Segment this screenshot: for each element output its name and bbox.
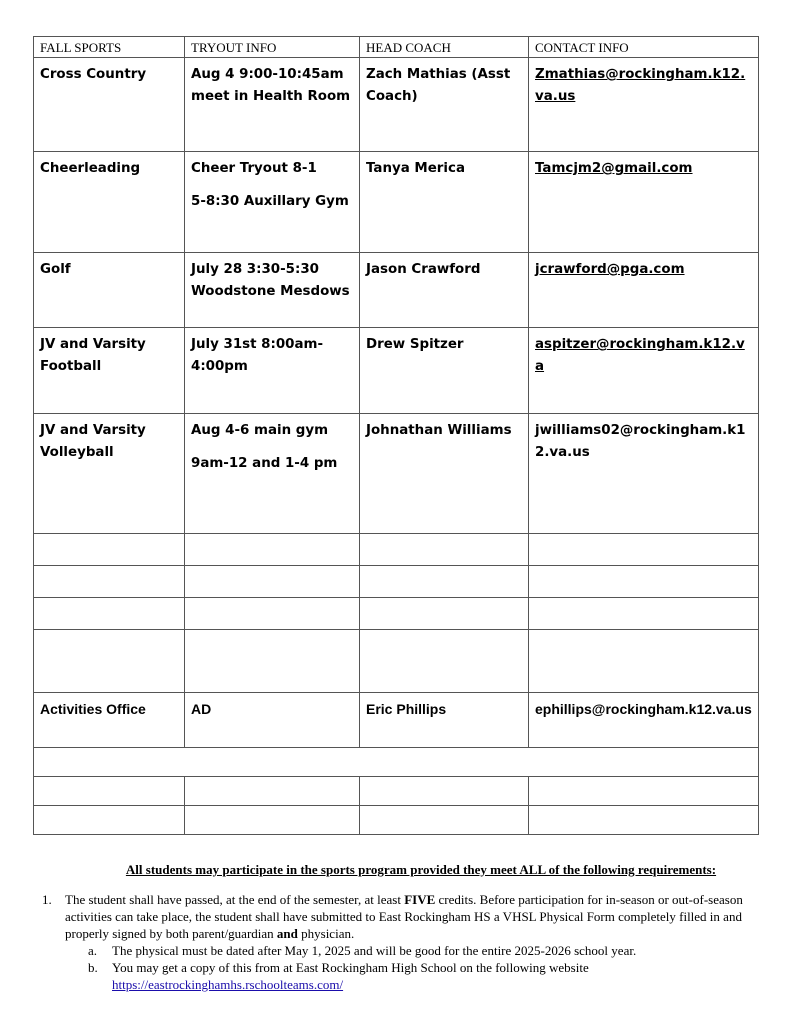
requirements-section — [33, 850, 773, 993]
requirements-heading: All students may participate in the sports program provided they meet ALL of the following requirements: — [125, 862, 717, 877]
coach-cell: Jason Crawford — [360, 253, 529, 328]
contact-email-link[interactable]: aspitzer@rockingham.k12.va — [535, 337, 745, 374]
table-row — [34, 58, 759, 152]
coach-cell: Johnathan Williams — [360, 414, 529, 534]
sport-cell: JV and Varsity Football — [34, 328, 185, 414]
contact-email: ephillips@rockingham.k12.va.us — [535, 701, 752, 717]
requirement-text: credits. Before participation for in-season or out-of-season activities can take place, the student shall have submitted to East Rockingham HS a VHSL Physical Form completely filled in and properly signed by both parent/guardian — [65, 892, 743, 941]
sport-cell: JV and Varsity Volleyball — [34, 414, 185, 534]
requirement-bold: and — [276, 926, 298, 941]
contact-email: jwilliams02@rockingham.k12.va.us — [535, 423, 746, 460]
tryout-line: Cheer Tryout 8-1 — [191, 161, 317, 176]
sub-item-text: The physical must be dated after May 1, 2025 and will be good for the entire 2025-2026 school year. — [112, 943, 637, 958]
sport-cell: Activities Office — [34, 693, 185, 748]
tryout-line: 5-8:30 Auxillary Gym — [191, 193, 349, 209]
empty-row — [34, 806, 759, 835]
sub-item-text: You may get a copy of this from at East Rockingham High School on the following website — [112, 960, 589, 975]
sub-item-letter: b. — [88, 960, 98, 975]
fall-sports-table — [33, 36, 759, 835]
contact-email-link[interactable]: jcrawford@pga.com — [535, 262, 685, 277]
tryout-cell: AD — [185, 693, 360, 748]
contact-cell — [529, 414, 759, 534]
coach-cell: Tanya Merica — [360, 152, 529, 253]
header-head-coach: HEAD COACH — [360, 37, 529, 58]
table-row — [34, 328, 759, 414]
sport-cell: Cross Country — [34, 58, 185, 152]
contact-cell — [529, 253, 759, 328]
header-contact-info: CONTACT INFO — [529, 37, 759, 58]
empty-row — [34, 630, 759, 693]
contact-cell — [529, 152, 759, 253]
empty-row — [34, 777, 759, 806]
tryout-cell — [185, 414, 360, 534]
table-row — [34, 152, 759, 253]
contact-cell — [529, 328, 759, 414]
coach-cell: Eric Phillips — [360, 693, 529, 748]
contact-cell — [529, 58, 759, 152]
sub-item — [33, 959, 773, 993]
contact-cell — [529, 693, 759, 748]
tryout-line: Aug 4-6 main gym — [191, 423, 329, 438]
coach-cell: Drew Spitzer — [360, 328, 529, 414]
empty-row — [34, 566, 759, 598]
coach-cell: Zach Mathias (Asst Coach) — [360, 58, 529, 152]
sport-cell: Cheerleading — [34, 152, 185, 253]
tryout-line: 9am-12 and 1-4 pm — [191, 455, 338, 471]
tryout-cell — [185, 152, 360, 253]
sub-item-letter: a. — [88, 943, 98, 958]
table-row — [34, 414, 759, 534]
requirement-item — [33, 891, 773, 942]
contact-email-link[interactable]: Tamcjm2@gmail.com — [535, 161, 693, 176]
empty-row — [34, 598, 759, 630]
requirement-text: The student shall have passed, at the end of the semester, at least — [65, 892, 405, 907]
requirement-text: physician. — [297, 926, 355, 941]
sport-cell: Golf — [34, 253, 185, 328]
tryout-cell: July 31st 8:00am-4:00pm — [185, 328, 360, 414]
header-fall-sports: FALL SPORTS — [34, 37, 185, 58]
empty-row — [34, 534, 759, 566]
activities-office-row — [34, 693, 759, 748]
website-link[interactable]: https://eastrockinghamhs.rschoolteams.com/ — [112, 977, 344, 992]
table-header-row — [34, 37, 759, 58]
contact-email-link[interactable]: Zmathias@rockingham.k12.va.us — [535, 67, 746, 104]
sub-item — [33, 942, 773, 959]
empty-merged-row — [34, 748, 759, 777]
item-number: 1. — [42, 892, 52, 907]
requirement-bold: FIVE — [404, 892, 436, 907]
table-row — [34, 253, 759, 328]
tryout-cell: July 28 3:30-5:30 Woodstone Mesdows — [185, 253, 360, 328]
tryout-cell: Aug 4 9:00-10:45am meet in Health Room — [185, 58, 360, 152]
header-tryout-info: TRYOUT INFO — [185, 37, 360, 58]
